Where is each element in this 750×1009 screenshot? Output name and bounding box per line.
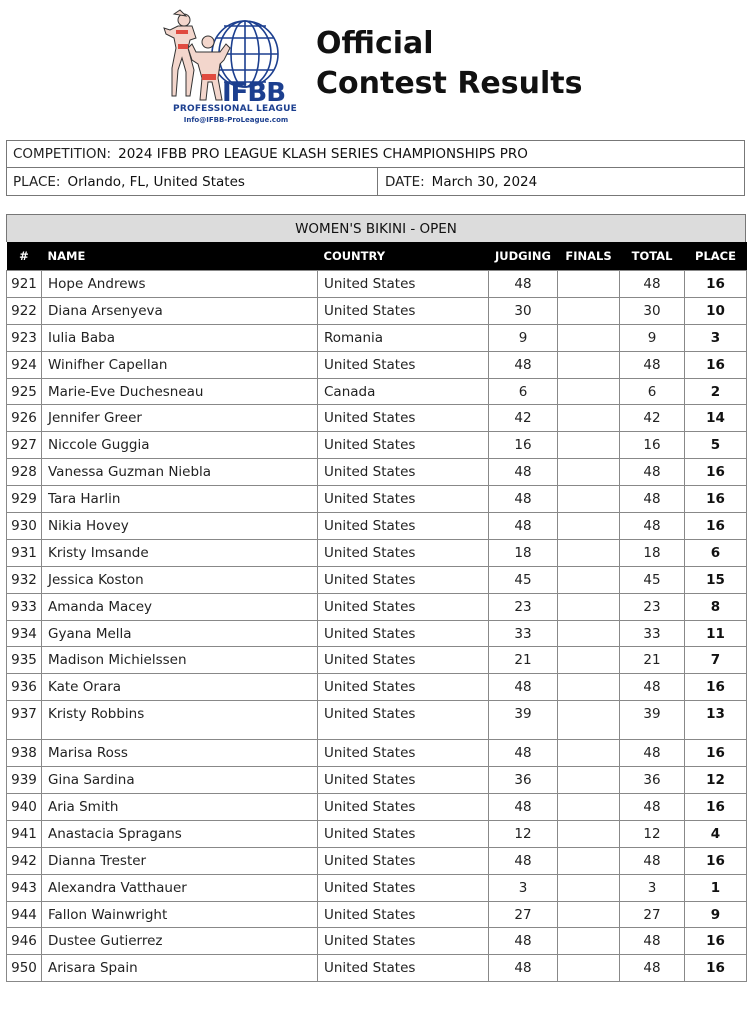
judging-score: 33 (489, 620, 558, 647)
athlete-number: 950 (7, 955, 42, 982)
athlete-number: 933 (7, 593, 42, 620)
athlete-name: Kristy Imsande (42, 539, 318, 566)
col-num-header: # (7, 242, 42, 271)
placing: 8 (685, 593, 747, 620)
finals-score (558, 767, 620, 794)
athlete-country: United States (318, 297, 489, 324)
athlete-name: Marisa Ross (42, 740, 318, 767)
athlete-name: Vanessa Guzman Niebla (42, 459, 318, 486)
logo-subtitle: PROFESSIONAL LEAGUE (173, 104, 297, 114)
table-row (7, 740, 747, 767)
placing: 7 (685, 647, 747, 674)
athlete-country: United States (318, 513, 489, 540)
table-row (7, 647, 747, 674)
judging-score: 48 (489, 794, 558, 821)
results-table (6, 242, 747, 982)
placing: 16 (685, 955, 747, 982)
judging-score: 48 (489, 928, 558, 955)
total-score: 48 (620, 955, 685, 982)
table-row (7, 901, 747, 928)
place-label: PLACE: (13, 174, 61, 190)
placing: 16 (685, 486, 747, 513)
total-score: 21 (620, 647, 685, 674)
athlete-country: United States (318, 593, 489, 620)
athlete-number: 927 (7, 432, 42, 459)
athlete-name: Anastacia Spragans (42, 820, 318, 847)
total-score: 48 (620, 459, 685, 486)
col-finals-header: FINALS (558, 242, 620, 271)
finals-score (558, 674, 620, 701)
ifbb-logo (160, 8, 310, 122)
placing: 16 (685, 459, 747, 486)
finals-score (558, 847, 620, 874)
table-row (7, 271, 747, 298)
judging-score: 6 (489, 378, 558, 405)
finals-score (558, 901, 620, 928)
athlete-name: Winifher Capellan (42, 351, 318, 378)
athlete-country: United States (318, 901, 489, 928)
finals-score (558, 459, 620, 486)
athlete-number: 937 (7, 701, 42, 740)
judging-score: 48 (489, 271, 558, 298)
athlete-country: United States (318, 351, 489, 378)
placing: 16 (685, 271, 747, 298)
table-row (7, 566, 747, 593)
col-judging-header: JUDGING (489, 242, 558, 271)
table-row (7, 620, 747, 647)
athlete-name: Madison Michielssen (42, 647, 318, 674)
total-score: 27 (620, 901, 685, 928)
placing: 9 (685, 901, 747, 928)
total-score: 48 (620, 513, 685, 540)
table-row (7, 459, 747, 486)
total-score: 48 (620, 847, 685, 874)
total-score: 48 (620, 928, 685, 955)
total-score: 6 (620, 378, 685, 405)
judging-score: 48 (489, 513, 558, 540)
judging-score: 27 (489, 901, 558, 928)
table-row (7, 794, 747, 821)
finals-score (558, 539, 620, 566)
placing: 4 (685, 820, 747, 847)
finals-score (558, 620, 620, 647)
judging-score: 30 (489, 297, 558, 324)
athlete-number: 932 (7, 566, 42, 593)
judging-score: 48 (489, 955, 558, 982)
finals-score (558, 740, 620, 767)
col-name-header: NAME (42, 242, 318, 271)
logo-email: Info@IFBB-ProLeague.com (183, 116, 289, 124)
placing: 16 (685, 351, 747, 378)
placing: 16 (685, 740, 747, 767)
table-row (7, 674, 747, 701)
table-row (7, 874, 747, 901)
competition-info (6, 140, 745, 196)
table-row (7, 297, 747, 324)
athlete-name: Iulia Baba (42, 324, 318, 351)
table-row (7, 486, 747, 513)
total-score: 12 (620, 820, 685, 847)
judging-score: 39 (489, 701, 558, 740)
col-place-header: PLACE (685, 242, 747, 271)
total-score: 48 (620, 740, 685, 767)
athlete-number: 944 (7, 901, 42, 928)
placing: 11 (685, 620, 747, 647)
placing: 15 (685, 566, 747, 593)
col-total-header: TOTAL (620, 242, 685, 271)
judging-score: 48 (489, 740, 558, 767)
page-title-line2: Contest Results (316, 66, 583, 101)
finals-score (558, 378, 620, 405)
athlete-number: 930 (7, 513, 42, 540)
judging-score: 48 (489, 674, 558, 701)
athlete-country: United States (318, 847, 489, 874)
athlete-number: 935 (7, 647, 42, 674)
athlete-number: 940 (7, 794, 42, 821)
category-title: WOMEN'S BIKINI - OPEN (6, 214, 746, 242)
athlete-country: United States (318, 874, 489, 901)
table-row (7, 432, 747, 459)
athlete-name: Tara Harlin (42, 486, 318, 513)
placing: 16 (685, 847, 747, 874)
finals-score (558, 486, 620, 513)
judging-score: 12 (489, 820, 558, 847)
placing: 1 (685, 874, 747, 901)
athlete-number: 921 (7, 271, 42, 298)
athlete-number: 936 (7, 674, 42, 701)
judging-score: 48 (489, 847, 558, 874)
total-score: 30 (620, 297, 685, 324)
table-row (7, 955, 747, 982)
date-value: March 30, 2024 (431, 174, 538, 190)
finals-score (558, 405, 620, 432)
athlete-name: Dustee Gutierrez (42, 928, 318, 955)
athlete-name: Gyana Mella (42, 620, 318, 647)
athlete-name: Diana Arsenyeva (42, 297, 318, 324)
judging-score: 48 (489, 351, 558, 378)
finals-score (558, 794, 620, 821)
athlete-number: 926 (7, 405, 42, 432)
finals-score (558, 701, 620, 740)
total-score: 48 (620, 351, 685, 378)
page-title (316, 24, 582, 104)
total-score: 48 (620, 271, 685, 298)
athlete-number: 934 (7, 620, 42, 647)
athlete-country: United States (318, 701, 489, 740)
judging-score: 48 (489, 459, 558, 486)
total-score: 48 (620, 486, 685, 513)
finals-score (558, 820, 620, 847)
athlete-country: United States (318, 928, 489, 955)
athlete-name: Aria Smith (42, 794, 318, 821)
finals-score (558, 351, 620, 378)
judging-score: 36 (489, 767, 558, 794)
finals-score (558, 324, 620, 351)
athlete-number: 924 (7, 351, 42, 378)
athlete-number: 929 (7, 486, 42, 513)
athlete-name: Marie-Eve Duchesneau (42, 378, 318, 405)
table-row (7, 593, 747, 620)
judging-score: 23 (489, 593, 558, 620)
total-score: 23 (620, 593, 685, 620)
athlete-country: United States (318, 767, 489, 794)
athlete-country: United States (318, 539, 489, 566)
athlete-number: 942 (7, 847, 42, 874)
athlete-country: United States (318, 740, 489, 767)
finals-score (558, 513, 620, 540)
athlete-country: Romania (318, 324, 489, 351)
finals-score (558, 593, 620, 620)
athlete-country: United States (318, 459, 489, 486)
athlete-name: Kate Orara (42, 674, 318, 701)
table-row (7, 767, 747, 794)
athlete-number: 923 (7, 324, 42, 351)
total-score: 18 (620, 539, 685, 566)
finals-score (558, 297, 620, 324)
total-score: 42 (620, 405, 685, 432)
athlete-country: United States (318, 620, 489, 647)
col-country-header: COUNTRY (318, 242, 489, 271)
table-header-row (7, 242, 747, 271)
table-row (7, 928, 747, 955)
table-row (7, 351, 747, 378)
placing: 14 (685, 405, 747, 432)
athlete-name: Amanda Macey (42, 593, 318, 620)
finals-score (558, 647, 620, 674)
logo-brand: IFBB (222, 78, 286, 108)
judging-score: 3 (489, 874, 558, 901)
table-row (7, 847, 747, 874)
athlete-name: Alexandra Vatthauer (42, 874, 318, 901)
total-score: 36 (620, 767, 685, 794)
table-row (7, 513, 747, 540)
judging-score: 9 (489, 324, 558, 351)
judging-score: 16 (489, 432, 558, 459)
placing: 10 (685, 297, 747, 324)
athlete-name: Kristy Robbins (42, 701, 318, 740)
athlete-country: United States (318, 566, 489, 593)
place-value: Orlando, FL, United States (67, 174, 245, 190)
finals-score (558, 874, 620, 901)
athlete-number: 925 (7, 378, 42, 405)
judging-score: 21 (489, 647, 558, 674)
total-score: 45 (620, 566, 685, 593)
judging-score: 18 (489, 539, 558, 566)
finals-score (558, 955, 620, 982)
finals-score (558, 928, 620, 955)
athlete-country: United States (318, 955, 489, 982)
placing: 16 (685, 794, 747, 821)
placing: 16 (685, 513, 747, 540)
table-row (7, 539, 747, 566)
page-title-line1: Official (316, 26, 434, 61)
total-score: 3 (620, 874, 685, 901)
placing: 16 (685, 674, 747, 701)
finals-score (558, 271, 620, 298)
placing: 3 (685, 324, 747, 351)
total-score: 9 (620, 324, 685, 351)
athlete-name: Gina Sardina (42, 767, 318, 794)
total-score: 48 (620, 674, 685, 701)
finals-score (558, 432, 620, 459)
athlete-country: United States (318, 405, 489, 432)
place-date-row (7, 168, 744, 196)
athlete-number: 941 (7, 820, 42, 847)
placing: 12 (685, 767, 747, 794)
athlete-country: United States (318, 486, 489, 513)
athlete-name: Niccole Guggia (42, 432, 318, 459)
total-score: 33 (620, 620, 685, 647)
placing: 2 (685, 378, 747, 405)
date-label: DATE: (385, 174, 425, 190)
athlete-number: 928 (7, 459, 42, 486)
competition-row (7, 141, 744, 168)
judging-score: 48 (489, 486, 558, 513)
athlete-number: 939 (7, 767, 42, 794)
athlete-number: 922 (7, 297, 42, 324)
athlete-name: Hope Andrews (42, 271, 318, 298)
placing: 5 (685, 432, 747, 459)
placing: 16 (685, 928, 747, 955)
athlete-country: United States (318, 674, 489, 701)
athlete-number: 946 (7, 928, 42, 955)
placing: 6 (685, 539, 747, 566)
info-divider (377, 168, 378, 196)
results-section (6, 214, 746, 982)
judging-score: 45 (489, 566, 558, 593)
athlete-name: Nikia Hovey (42, 513, 318, 540)
table-row (7, 324, 747, 351)
athlete-country: United States (318, 647, 489, 674)
table-row (7, 405, 747, 432)
athlete-country: United States (318, 432, 489, 459)
athlete-name: Arisara Spain (42, 955, 318, 982)
athlete-name: Fallon Wainwright (42, 901, 318, 928)
table-row (7, 701, 747, 740)
finals-score (558, 566, 620, 593)
placing: 13 (685, 701, 747, 740)
total-score: 16 (620, 432, 685, 459)
total-score: 39 (620, 701, 685, 740)
athlete-country: Canada (318, 378, 489, 405)
judging-score: 42 (489, 405, 558, 432)
athlete-name: Jennifer Greer (42, 405, 318, 432)
athlete-country: United States (318, 820, 489, 847)
athlete-number: 931 (7, 539, 42, 566)
athlete-name: Jessica Koston (42, 566, 318, 593)
table-row (7, 820, 747, 847)
results-body (7, 271, 747, 982)
athlete-country: United States (318, 794, 489, 821)
competition-label: COMPETITION: (13, 146, 112, 162)
athlete-country: United States (318, 271, 489, 298)
competition-value: 2024 IFBB PRO LEAGUE KLASH SERIES CHAMPIONSHIPS PRO (118, 146, 528, 162)
athlete-name: Dianna Trester (42, 847, 318, 874)
total-score: 48 (620, 794, 685, 821)
athlete-number: 938 (7, 740, 42, 767)
table-row (7, 378, 747, 405)
athlete-number: 943 (7, 874, 42, 901)
